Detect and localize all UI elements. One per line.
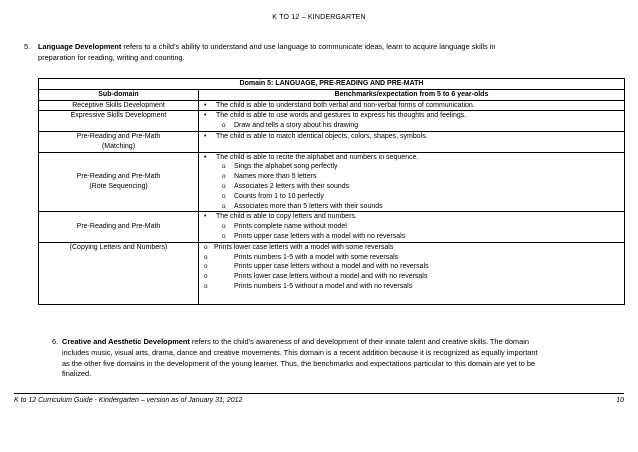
section-6-text-line3: as the other five domains in the development of the young learner. Thus, the benchmarks and expectations particular to this domain are yet to be [62,358,536,368]
table-row [39,100,625,111]
section-6-text [62,337,624,380]
benchmark-bullet: • The child is able to recite the alphabet and numbers in sequence. [202,153,621,163]
subdomain-line: Pre-Reading and Pre-Math [76,132,161,140]
subdomain-cell [39,131,199,152]
benchmark-cell [199,111,625,132]
benchmark-sub-item: o Names more than 5 letters [202,172,621,182]
benchmark-sub-item: o Prints upper case letters with a model with no reversals [202,232,621,242]
benchmark-cell [199,242,625,304]
footer-page-number: 10 [616,397,624,404]
footer-divider [14,393,624,394]
section-6-text-line1: refers to the child’s awareness of and development of their innate talent and creative skills. The domain [189,337,529,346]
footer-document-title: K to 12 Curriculum Guide - Kindergarten – version as of January 31, 2012 [14,397,243,404]
benchmark-cell [199,131,625,152]
benchmark-sub-item-text: Prints lower case letters with a model with some reversals [214,243,394,251]
benchmark-sub-item [202,243,621,253]
benchmark-bullet: • The child is able to use words and gestures to express his thoughts and feelings. [202,111,621,121]
table-row [39,131,625,152]
subdomain-cell: Expressive Skills Development [39,111,199,132]
subdomain-cell: (Copying Letters and Numbers) [39,242,199,304]
section-5-text [38,41,623,63]
table-row [39,111,625,132]
subdomain-cell: Receptive Skills Development [39,100,199,111]
section-5-number: 5. [24,42,31,51]
benchmark-sub-item: o Counts from 1 to 10 perfectly [202,192,621,202]
domain-5-table [38,78,625,305]
benchmark-cell [199,212,625,242]
benchmark-sub-item: o Prints numbers 1-5 with a model with some reversals [202,253,621,263]
benchmark-sub-item: o Prints numbers 1-5 without a model and with no reversals [202,282,621,292]
section-6-text-line2: includes music, visual arts, drama, dance and creative movements. This domain is a recent addition because it is recognized as equally important [62,347,538,357]
benchmark-sub-item: o Prints lower case letters without a model and with no reversals [202,272,621,282]
column-header-subdomain: Sub-domain [39,89,199,100]
table-row [39,212,625,242]
column-header-benchmarks: Benchmarks/expectation from 5 to 6 year-olds [199,89,625,100]
benchmark-cell [199,152,625,212]
subdomain-line: Pre-Reading and Pre-Math [76,173,161,181]
benchmark-sub-item: o Sings the alphabet song perfectly [202,162,621,172]
section-5-term: Language Development [38,42,122,51]
subdomain-line: (Matching) [101,142,136,150]
section-6-term: Creative and Aesthetic Development [62,337,190,346]
subdomain-cell: Pre-Reading and Pre-Math [39,212,199,242]
benchmark-sub-item: o Associates 2 letters with their sounds [202,182,621,192]
benchmark-bullet: • The child is able to copy letters and numbers. [202,212,621,222]
subdomain-cell [39,152,199,212]
subdomain-line: (Rote Sequencing) [89,182,148,190]
benchmark-bullet: • The child is able to match identical objects, colors, shapes, symbols. [202,132,621,142]
benchmark-sub-item: o Prints upper case letters without a model and with no reversals [202,262,621,272]
table-row [39,242,625,304]
benchmark-bullet: • The child is able to understand both verbal and non-verbal forms of communication. [202,101,621,111]
benchmark-sub-item: o Prints complete name without model [202,222,621,232]
section-6-number: 6. [52,337,59,346]
benchmark-sub-item: o Associates more than 5 letters with their sounds [202,202,621,212]
section-5-text-line1: refers to a child’s ability to understand and use language to communicate ideas, learn to acquire language skills in [121,42,496,51]
section-5-text-line2: preparation for reading, writing and counting. [38,53,185,62]
page-header-title: K TO 12 – KINDERGARTEN [272,14,366,21]
table-row [39,152,625,212]
table-title: Domain 5: LANGUAGE, PRE-READING AND PRE-MATH [39,79,625,90]
section-6-text-line4: finalized. [62,369,92,379]
benchmark-sub-item: o Draw and tells a story about his drawing [202,121,621,131]
benchmark-cell [199,100,625,111]
